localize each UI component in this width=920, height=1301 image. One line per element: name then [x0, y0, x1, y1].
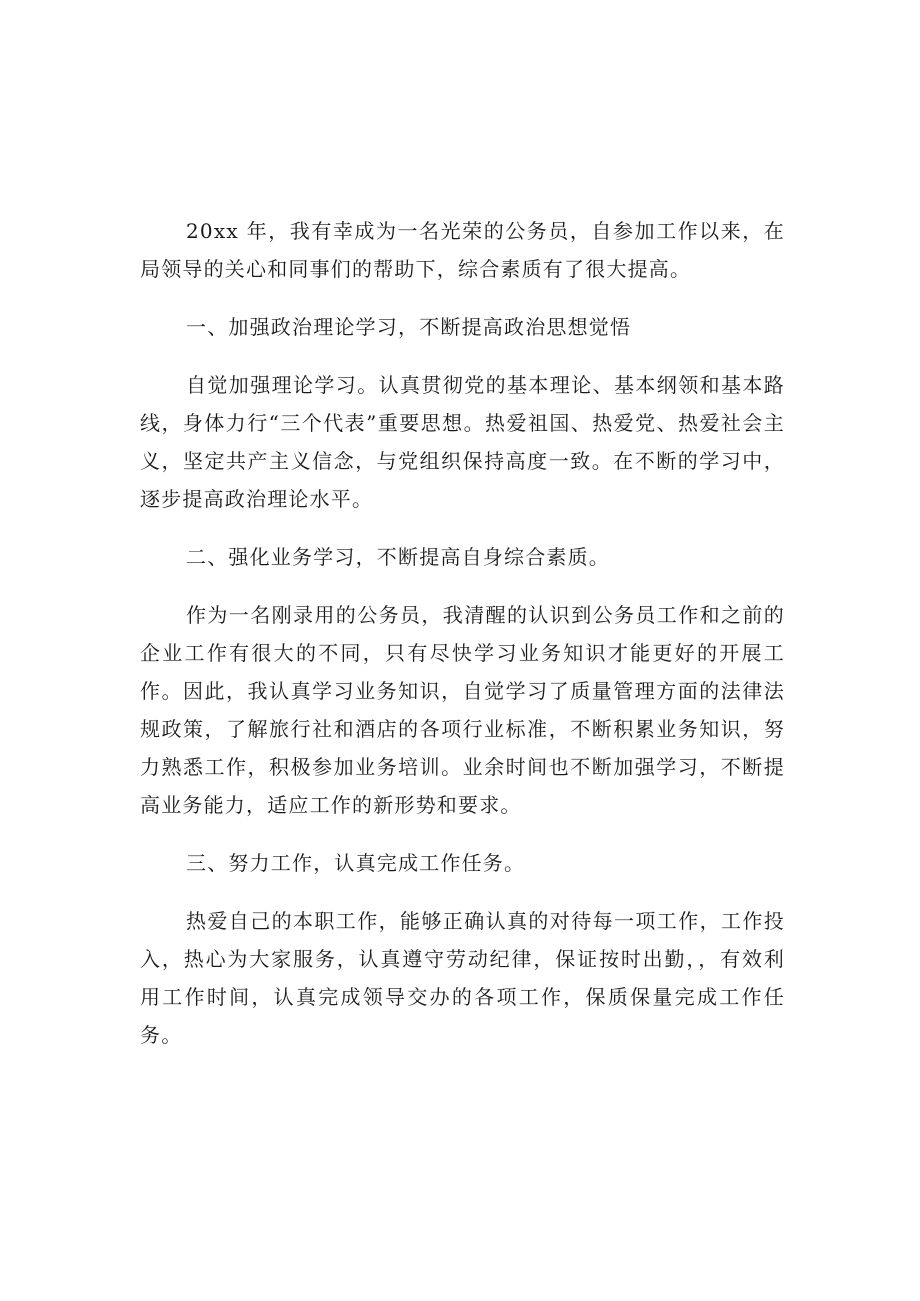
paragraph-gap: [140, 518, 785, 538]
paragraph-gap: [140, 288, 785, 308]
paragraph-gap: [140, 346, 785, 366]
section-2-paragraph: 作为一名刚录用的公务员，我清醒的认识到公务员工作和之前的企业工作有很大的不同，只有尽快学习业务知识才能更好的开展工作。因此，我认真学习业务知识，自觉学习了质量管理方面的法律法规政策，了解旅行社和酒店的各项行业标准，不断积累业务知识，努力熟悉工作，积极参加业务培训。业余时间也不断加强学习，不断提高业务能力，适应工作的新形势和要求。: [140, 603, 785, 817]
section-1-paragraph: 自觉加强理论学习。认真贯彻党的基本理论、基本纲领和基本路线，身体力行“三个代表”重要思想。热爱祖国、热爱党、热爱社会主义，坚定共产主义信念，与党组织保持高度一致。在不断的学习中，逐步提高政治理论水平。: [140, 373, 785, 511]
section-heading-1: 一、加强政治理论学习，不断提高政治思想觉悟: [186, 315, 632, 339]
document-body: [140, 212, 785, 1054]
section-heading-2: 二、强化业务学习，不断提高自身综合素质。: [186, 545, 610, 569]
paragraph-gap: [140, 576, 785, 596]
section-3-paragraph: 热爱自己的本职工作，能够正确认真的对待每一项工作，工作投入，热心为大家服务，认真遵守劳动纪律，保证按时出勤，，有效利用工作时间，认真完成领导交办的各项工作，保质保量完成工作任务。: [140, 909, 785, 1047]
paragraph-gap: [140, 882, 785, 902]
intro-paragraph: 20xx 年，我有幸成为一名光荣的公务员，自参加工作以来，在局领导的关心和同事们的帮助下，综合素质有了很大提高。: [140, 219, 785, 281]
section-heading-3: 三、努力工作，认真完成工作任务。: [186, 851, 526, 875]
paragraph-gap: [140, 824, 785, 844]
